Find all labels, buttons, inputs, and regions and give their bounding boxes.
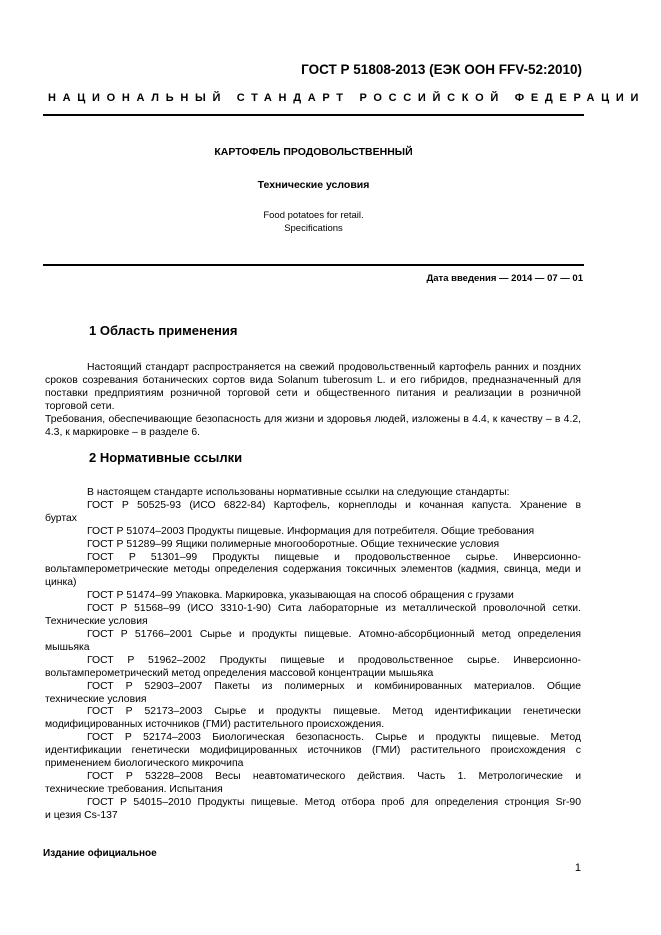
- reference-text: ГОСТ Р 51766–2001 Сырье и продукты пищевые. Атомно-абсорбционный метод определения: [87, 628, 581, 640]
- document-code: ГОСТ Р 51808-2013 (ЕЭК ООН FFV-52:2010): [301, 62, 582, 77]
- section1-heading: 1 Область применения: [89, 323, 238, 338]
- reference-list: [45, 499, 581, 823]
- reference-item: [45, 628, 581, 655]
- document-title: КАРТОФЕЛЬ ПРОДОВОЛЬСТВЕННЫЙ: [214, 146, 413, 158]
- reference-item: [45, 499, 581, 526]
- reference-continuation: технические условия: [45, 693, 147, 705]
- reference-continuation: технические требования. Испытания: [45, 783, 223, 795]
- introduction-date: Дата введения — 2014 — 07 — 01: [426, 273, 583, 284]
- reference-text: ГОСТ Р 52174–2003 Биологическая безопасность. Сырье и продукты пищевые. Метод: [87, 732, 581, 744]
- reference-item: [45, 706, 581, 732]
- reference-item: [45, 654, 581, 681]
- title-rule: [43, 264, 584, 266]
- reference-item: [45, 770, 581, 797]
- english-title-line2: Specifications: [284, 223, 343, 234]
- section2-intro: В настоящем стандарте использованы нормативные ссылки на следующие стандарты:: [87, 487, 510, 498]
- reference-text: ГОСТ Р 53228–2008 Весы неавтоматического действия. Часть 1. Метрологические и: [87, 770, 581, 782]
- reference-continuation: буртах: [45, 512, 77, 524]
- english-title-line1: Food potatoes for retail.: [263, 210, 364, 221]
- reference-text: ГОСТ Р 52903–2007 Пакеты из полимерных и комбинированных материалов. Общие: [87, 680, 581, 692]
- reference-text: ГОСТ Р 51289–99 Ящики полимерные многооборотные. Общие технические условия: [87, 538, 500, 550]
- reference-item: [45, 796, 581, 823]
- reference-continuation: вольтамперометрический метод определения массовой концентрации мышьяка: [45, 667, 434, 679]
- reference-text: ГОСТ Р 51962–2002 Продукты пищевые и продовольственное сырье. Инверсионно-: [87, 654, 581, 666]
- document-subtitle: Технические условия: [257, 179, 370, 191]
- reference-text: ГОСТ Р 51568–99 (ИСО 3310-1-90) Сита лабораторные из металлической проволочной сетки.: [87, 603, 581, 615]
- section1-body: [45, 362, 581, 439]
- reference-item: [87, 590, 581, 603]
- reference-continuation: мышьяка: [45, 641, 90, 653]
- english-title: [43, 209, 584, 235]
- reference-item: [45, 603, 581, 629]
- top-rule: [43, 114, 584, 116]
- reference-continuation: Технические условия: [45, 616, 148, 628]
- national-standard-banner: НАЦИОНАЛЬНЫЙ СТАНДАРТ РОССИЙСКОЙ ФЕДЕРАЦИИ: [48, 92, 646, 104]
- reference-item: [45, 680, 581, 707]
- page-number: 1: [574, 862, 581, 874]
- reference-text: ГОСТ Р 51074–2003 Продукты пищевые. Информация для потребителя. Общие требования: [87, 525, 535, 537]
- section1-paragraph: Требования, обеспечивающие безопасность для жизни и здоровья людей, изложены в 4.4, к качеству – в 4.2, 4.3, к маркировке – в разделе 6.: [45, 413, 581, 438]
- reference-text: ГОСТ Р 52173–2003 Сырье и продукты пищевые. Метод идентификации генетически: [87, 706, 581, 718]
- section1-paragraph: Настоящий стандарт распространяется на свежий продовольственный картофель ранних и поздних сроков созревания ботанических сортов вида Solanum tuberosum L. и его гибридов, предназначенный для поставки предприятиям розничной торговой сети и общественного питания и реализации в розничной торговой сети.: [45, 362, 581, 412]
- reference-text: ГОСТ Р 51474–99 Упаковка. Маркировка, указывающая на способ обращения с грузами: [87, 590, 514, 602]
- reference-text: ГОСТ Р 51301–99 Продукты пищевые и продовольственное сырье. Инверсионно-: [87, 551, 581, 563]
- section2-heading: 2 Нормативные ссылки: [89, 450, 243, 465]
- reference-continuation: идентификации генетически модифицированных источников (ГМИ) растительного происхождения с применением биологического микрочипа: [45, 745, 581, 770]
- reference-continuation: модифицированных источников (ГМИ) растительного происхождения.: [45, 719, 385, 731]
- reference-continuation: и цезия Cs-137: [45, 809, 118, 821]
- reference-text: ГОСТ Р 50525-93 (ИСО 6822-84) Картофель, корнеплоды и кочанная капуста. Хранение в: [87, 499, 581, 511]
- reference-item: [87, 539, 581, 552]
- reference-item: [45, 551, 581, 591]
- reference-item: [45, 732, 581, 771]
- reference-text: ГОСТ Р 54015–2010 Продукты пищевые. Метод отбора проб для определения стронция Sr-90: [87, 796, 581, 808]
- section2-body: [45, 487, 581, 823]
- reference-item: [87, 526, 581, 539]
- edition-note: Издание официальное: [43, 848, 157, 859]
- reference-continuation: вольтамперометрические методы определения содержания токсичных элементов (кадмия, свинца, меди и цинка): [45, 564, 581, 589]
